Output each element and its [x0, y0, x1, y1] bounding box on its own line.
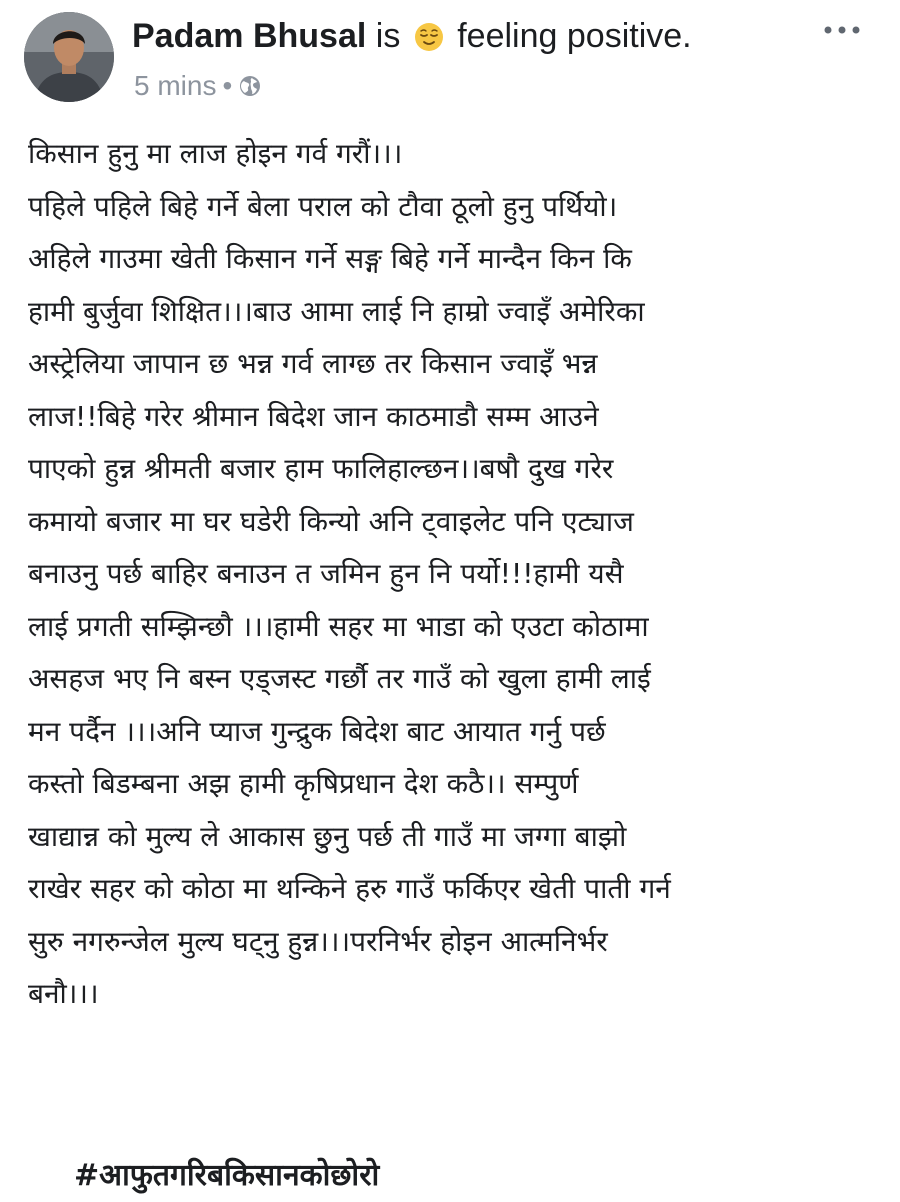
- author-name[interactable]: Padam Bhusal: [132, 17, 367, 55]
- post-body-line: बनौ।।।: [28, 977, 99, 1010]
- feeling-text[interactable]: feeling positive.: [457, 17, 692, 55]
- post-body-line: लाज!!बिहे गरेर श्रीमान बिदेश जान काठमाडौ सम्म आउने: [28, 399, 599, 433]
- post-timestamp[interactable]: 5 mins: [134, 70, 217, 101]
- post-body-line: असहज भए नि बस्न एड्जस्ट गर्छौ तर गाउँ को खुला हामी लाई: [28, 662, 651, 695]
- more-options-icon[interactable]: [820, 18, 864, 42]
- post-body-line: पाएको हुन्न श्रीमती बजार हाम फालिहाल्छन।।बषौ दुख गरेर: [28, 452, 614, 485]
- post-body-line: किसान हुनु मा लाज होइन गर्व गरौं।।।: [28, 137, 403, 170]
- post-body-line: लाई प्रगती सम्झिन्छौ ।।।हामी सहर मा भाडा को एउटा कोठामा: [28, 609, 649, 643]
- post-body-line: खाद्यान्न को मुल्य ले आकास छुनु पर्छ ती गाउँ मा जग्गा बाझो: [28, 819, 627, 853]
- post-body-line: कमायो बजार मा घर घडेरी किन्यो अनि ट्वाइलेट पनि एट्याज: [28, 504, 634, 538]
- post-body-line: मन पर्दैन ।।।अनि प्याज गुन्द्रुक बिदेश बाट आयात गर्नु पर्छ: [28, 714, 606, 748]
- globe-icon[interactable]: [238, 74, 262, 98]
- post-body-line: हामी बुर्जुवा शिक्षित।।।बाउ आमा लाई नि हाम्रो ज्वाइँ अमेरिका: [28, 294, 645, 328]
- post-body-line: सुरु नगरुन्जेल मुल्य घट्नु हुन्न।।।परनिर्भर होइन आत्मनिर्भर: [28, 924, 608, 958]
- post-header-line: [132, 14, 692, 58]
- hashtag-link[interactable]: #आफुतगरिबकिसानकोछोरो: [74, 1158, 380, 1193]
- relieved-face-icon: [414, 22, 444, 52]
- post-meta: [134, 66, 262, 106]
- post-body-line: राखेर सहर को कोठा मा थन्किने हरु गाउँ फर्किएर खेती पाती गर्न: [28, 872, 671, 905]
- feeling-prefix: is: [375, 17, 401, 55]
- post-header: [0, 0, 900, 110]
- post-body: [28, 128, 878, 1021]
- avatar[interactable]: [24, 12, 114, 102]
- post-body-line: कस्तो बिडम्बना अझ हामी कृषिप्रधान देश कठै।। सम्पुर्ण: [28, 767, 579, 800]
- post-body-line: पहिले पहिले बिहे गर्ने बेला पराल को टौवा ठूलो हुनु पर्थियो।: [28, 189, 618, 223]
- post-body-line: अहिले गाउमा खेती किसान गर्ने सङ्ग बिहे गर्ने मान्दैन किन कि: [28, 242, 632, 275]
- post-body-line: बनाउनु पर्छ बाहिर बनाउन त जमिन हुन नि पर्यो!!!हामी यसै: [28, 557, 624, 590]
- meta-separator: •: [222, 70, 233, 101]
- post-body-line: अस्ट्रेलिया जापान छ भन्न गर्व लाग्छ तर किसान ज्वाइँ भन्न: [28, 347, 598, 380]
